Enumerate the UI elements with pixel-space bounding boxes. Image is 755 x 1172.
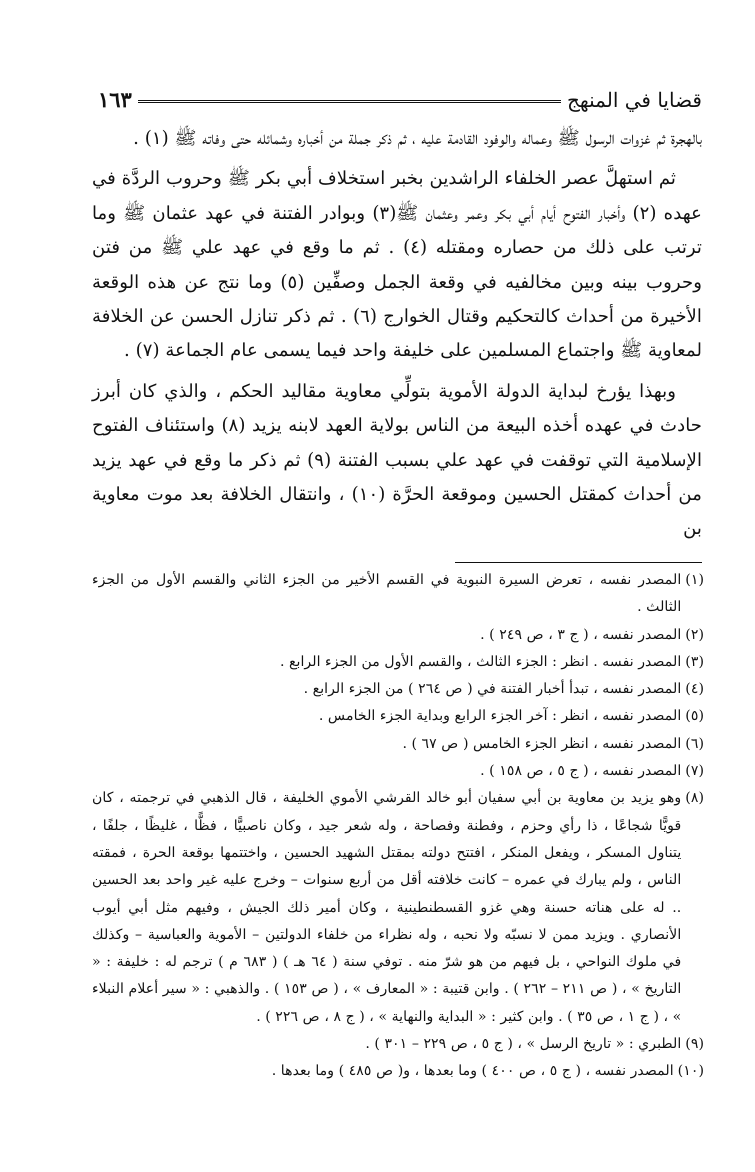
running-title: قضايا في المنهج xyxy=(567,88,702,112)
footnote xyxy=(92,758,704,785)
footnote-number: (٣) xyxy=(685,653,704,670)
footnotes xyxy=(92,567,704,1086)
page-number: ١٦٣ xyxy=(98,87,132,112)
footnote-separator xyxy=(455,562,702,563)
paragraph: وبهذا يؤرخ لبداية الدولة الأموية بتولِّي معاوية مقاليد الحكم ، والذي كان أبرز حادث في عهده أخذه البيعة من الناس بولاية العهد لابنه يزيد (٨) واستئناف الفتوح الإسلامية التي توقفت في عهد علي بسبب الفتنة (٩) ثم ذكر ما وقع في عهد يزيد من أحداث كمقتل الحسين وموقعة الحرَّة (١٠) ، وانتقال الخلافة بعد موت معاوية بن xyxy=(92,380,703,540)
footnote xyxy=(92,731,704,758)
footnote-number: (١٠) xyxy=(677,1063,704,1080)
footnote-text: وهو يزيد بن معاوية بن أبي سفيان أبو خالد القرشي الأموي الخليفة ، قال الذهبي في ترجمته ، كان قويًّا شجاعًا ، ذا رأي وحزم ، وفطنة وفصاحة ، وله شعر جيد ، وكان ناصبيًّا ، فظًّا ، غليظًا ، جلفًا ، يتناول المسكر ، ويفعل المنكر ، افتتح دولته بمقتل الشهيد الحسين ، واختتمها بوقعة الحرة ، فمقته الناس ، ولم يبارك في عمره – كانت خلافته أقل من أربع سنوات – وخرج عليه غير واحد بعد الحسين .. له على هناته حسنة وهي غزو القسطنطينية ، وكان أمير ذلك الجيش ، وفيهم مثل أبي أيوب الأنصاري . ويزيد ممن لا نسبّه ولا نحبه ، وله نظراء من خلفاء الدولتين – الأموية والعباسية – وكذلك في ملوك النواحي ، بل فيهم من هو شرّ منه . توفي سنة ( ٦٤ هـ ) ( ٦٨٣ م ) ترجم له : خليفة : « التاريخ » ، ( ص ٢١١ – ٢٦٢ ) . وابن قتيبة : « المعارف » ، ( ص ١٥٣ ) . والذهبي : « سير أعلام النبلاء » ، ( ج ١ ، ص ٣٥ ) . وابن كثير : « البداية والنهاية » ، ( ج ٨ ، ص ٢٢٦ ) . xyxy=(92,790,682,1025)
footnote xyxy=(92,676,704,703)
footnote xyxy=(92,785,704,1031)
footnote xyxy=(92,567,704,622)
footnote-number: (٨) xyxy=(685,790,704,807)
footnote-text: المصدر نفسه ، تبدأ أخبار الفتنة في ( ص ٢٦٤ ) من الجزء الرابع . xyxy=(303,681,682,698)
footnote-number: (١) xyxy=(685,572,704,588)
footnote-text: المصدر نفسه ، انظر : آخر الجزء الرابع وبداية الجزء الخامس . xyxy=(318,708,682,725)
footnote-text: المصدر نفسه ، انظر الجزء الخامس ( ص ٦٧ ) . xyxy=(402,735,682,752)
footnote-text: المصدر نفسه ، ( ج ٥ ، ص ٤٠٠ ) وما بعدها ، و( ص ٤٨٥ ) وما بعدها . xyxy=(271,1063,674,1080)
footnote-number: (٩) xyxy=(685,1036,704,1053)
footnote xyxy=(92,1058,704,1085)
paragraph: ثم استهلَّ عصر الخلفاء الراشدين بخبر استخلاف أبي بكر ﷺ وحروب الردَّة في عهده (٢) وأخبار الفتوح أيام أبي بكر وعمر وعثمان ﷺ(٣) وبوادر الفتنة في عهد عثمان ﷺ وما ترتب على ذلك من حصاره ومقتله (٤) . ثم ما وقع في عهد علي ﷺ من فتن وحروب بينه وبين مخالفيه في وقعة الجمل وصفِّين (٥) وما نتج عن هذه الوقعة الأخيرة من أحداث كالتحكيم وقتال الخوارج (٦) . ثم ذكر تنازل الحسن عن الخلافة لمعاوية ﷺ واجتماع المسلمين على خليفة واحد فيما يسمى عام الجماعة (٧) . xyxy=(92,168,702,362)
footnote-number: (٦) xyxy=(685,735,704,752)
paragraph: بالهجرة ثم غزوات الرسول ﷺ وعماله والوفود القادمة عليه ، ثم ذكر جملة من أخباره وشمائله حتى وفاته ﷺ (١) . xyxy=(133,128,702,149)
footnote-text: الطبري : « تاريخ الرسل » ، ( ج ٥ ، ص ٢٢٩ – ٣٠١ ) . xyxy=(365,1036,682,1053)
footnote-text: المصدر نفسه . انظر : الجزء الثالث ، والقسم الأول من الجزء الرابع . xyxy=(279,653,682,670)
footnote-text: المصدر نفسه ، تعرض السيرة النبوية في القسم الأخير من الجزء الثاني والقسم الأول من الجزء الثالث . xyxy=(92,572,682,616)
footnote-number: (٤) xyxy=(685,681,704,698)
header-rule xyxy=(138,100,561,103)
footnote-text: المصدر نفسه ، ( ج ٥ ، ص ١٥٨ ) . xyxy=(480,763,682,780)
footnote-number: (٥) xyxy=(685,708,704,725)
footnote xyxy=(92,703,704,730)
footnote xyxy=(92,1031,704,1058)
footnote-number: (٢) xyxy=(685,626,704,643)
footnote-number: (٧) xyxy=(685,763,704,780)
main-text xyxy=(92,122,702,553)
footnote xyxy=(92,622,704,649)
page-header xyxy=(98,82,702,112)
footnote xyxy=(92,649,704,676)
footnote-text: المصدر نفسه ، ( ج ٣ ، ص ٢٤٩ ) . xyxy=(480,626,682,643)
